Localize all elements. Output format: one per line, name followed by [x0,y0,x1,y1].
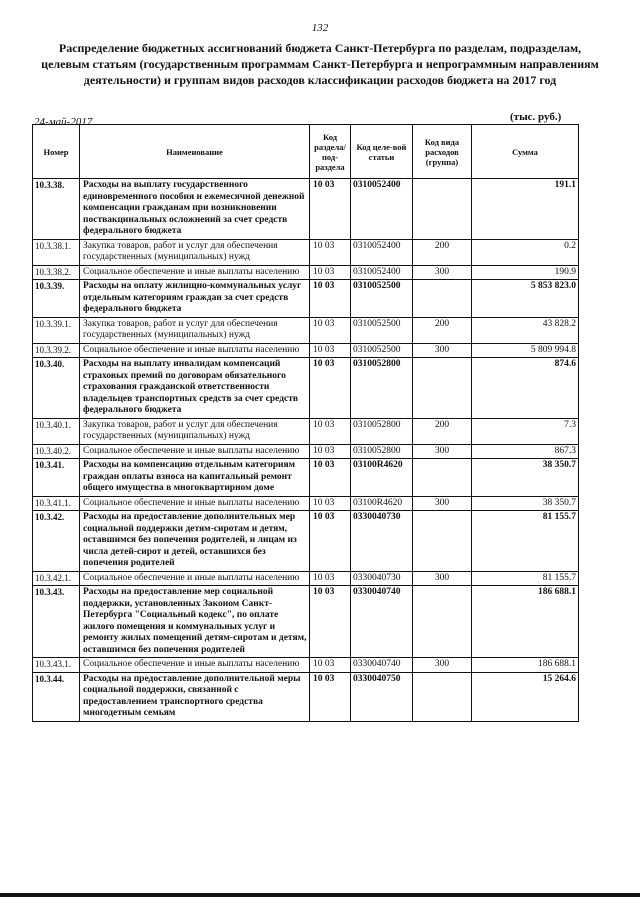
table-row [33,459,579,497]
row-number: 10.3.39.2. [33,343,80,358]
row-target-code: 0310052800 [351,358,413,419]
row-target-code: 0330040730 [351,571,413,586]
row-name: Закупка товаров, работ и услуг для обеспечения государственных (муниципальных) нужд [80,239,310,265]
row-target-code: 0310052800 [351,444,413,459]
row-sum: 190.9 [472,265,579,280]
row-name: Социальное обеспечение и иные выплаты населению [80,343,310,358]
row-number: 10.3.42.1. [33,571,80,586]
row-target-code: 0330040740 [351,586,413,658]
row-name: Социальное обеспечение и иные выплаты населению [80,444,310,459]
row-expense-type: 300 [413,571,472,586]
row-section-code: 10 03 [310,444,351,459]
row-expense-type [413,672,472,721]
row-section-code: 10 03 [310,343,351,358]
page-number: 132 [311,22,329,34]
row-target-code: 0310052400 [351,265,413,280]
table-row [33,239,579,265]
column-header-target-code: Код целе-вой статьи [351,125,413,179]
table-row [33,658,579,673]
row-section-code: 10 03 [310,317,351,343]
row-target-code: 0310052400 [351,179,413,240]
row-sum: 191.1 [472,179,579,240]
row-sum: 874.6 [472,358,579,419]
row-name: Закупка товаров, работ и услуг для обеспечения государственных (муниципальных) нужд [80,418,310,444]
row-target-code: 0330040750 [351,672,413,721]
row-expense-type: 300 [413,444,472,459]
row-name: Расходы на оплату жилищно-коммунальных услуг отдельным категориям граждан за счет средств федерального бюджета [80,280,310,318]
row-section-code: 10 03 [310,658,351,673]
row-expense-type [413,459,472,497]
column-header-section-code: Код раздела/ под-раздела [310,125,351,179]
table-row [33,265,579,280]
row-sum: 81 155.7 [472,511,579,572]
document-title: Распределение бюджетных ассигнований бюджета Санкт-Петербурга по разделам, подразделам, целевым статьям (государственным программам Санкт-Петербурга и непрограммным направлениям деятельности) и группам видов расходов классификации расходов бюджета на 2017 год [41,41,599,87]
row-sum: 38 350.7 [472,459,579,497]
row-sum: 15 264.6 [472,672,579,721]
row-section-code: 10 03 [310,511,351,572]
column-header-expense-type: Код вида расходов (группа) [413,125,472,179]
table-row [33,317,579,343]
row-section-code: 10 03 [310,586,351,658]
table-row [33,418,579,444]
row-sum: 186 688.1 [472,586,579,658]
row-section-code: 10 03 [310,280,351,318]
table-row [33,358,579,419]
budget-table [32,124,579,722]
row-number: 10.3.39. [33,280,80,318]
row-number: 10.3.40.1. [33,418,80,444]
row-target-code: 0330040740 [351,658,413,673]
row-expense-type: 300 [413,343,472,358]
row-sum: 0.2 [472,239,579,265]
row-target-code: 0310052500 [351,280,413,318]
row-name: Социальное обеспечение и иные выплаты населению [80,658,310,673]
row-expense-type: 300 [413,265,472,280]
units-label: (тыс. руб.) [510,111,562,123]
row-name: Расходы на компенсацию отдельным категориям граждан оплаты взноса на капитальный ремонт общего имущества в многоквартирном доме [80,459,310,497]
row-target-code: 0310052500 [351,343,413,358]
row-name: Социальное обеспечение и иные выплаты населению [80,571,310,586]
table-row [33,672,579,721]
row-expense-type: 300 [413,658,472,673]
row-number: 10.3.39.1. [33,317,80,343]
row-name: Расходы на выплату государственного единовременного пособия и ежемесячной денежной компенсации гражданам при возникновении поствакцинальных осложнений за счет средств федерального бюджета [80,179,310,240]
row-name: Расходы на выплату инвалидам компенсаций страховых премий по договорам обязательного страхования гражданской ответственности владельцев транспортных средств за счет средств федерального бюджета [80,358,310,419]
table-row [33,586,579,658]
row-number: 10.3.40.2. [33,444,80,459]
table-row [33,343,579,358]
row-number: 10.3.41. [33,459,80,497]
column-header-number: Номер [33,125,80,179]
row-number: 10.3.43.1. [33,658,80,673]
row-section-code: 10 03 [310,239,351,265]
row-name: Социальное обеспечение и иные выплаты населению [80,496,310,511]
row-target-code: 0310052800 [351,418,413,444]
row-target-code: 03100R4620 [351,459,413,497]
table-row [33,571,579,586]
table-body [33,179,579,722]
row-sum: 7.3 [472,418,579,444]
table-header-row [33,125,579,179]
row-section-code: 10 03 [310,265,351,280]
row-sum: 38 350.7 [472,496,579,511]
row-sum: 186 688.1 [472,658,579,673]
row-number: 10.3.44. [33,672,80,721]
row-section-code: 10 03 [310,672,351,721]
row-section-code: 10 03 [310,496,351,511]
row-section-code: 10 03 [310,418,351,444]
column-header-name: Наименование [80,125,310,179]
row-name: Расходы на предоставление мер социальной поддержки, установленных Законом Санкт-Петербурга "Социальный кодекс", по оплате жилого помещения и коммунальных услуг и ремонту жилых помещений детям-сиротам и детям, оставшимся без попечения родителей [80,586,310,658]
column-header-sum: Сумма [472,125,579,179]
row-expense-type [413,280,472,318]
row-name: Расходы на предоставление дополнительной меры социальной поддержки, связанной с предоставлением транспортного средства многодетным семьям [80,672,310,721]
row-section-code: 10 03 [310,571,351,586]
row-sum: 81 155.7 [472,571,579,586]
row-section-code: 10 03 [310,459,351,497]
bottom-border-line [0,893,640,897]
row-number: 10.3.40. [33,358,80,419]
row-expense-type [413,358,472,419]
row-expense-type [413,586,472,658]
row-target-code: 0310052500 [351,317,413,343]
row-expense-type: 200 [413,239,472,265]
table-row [33,496,579,511]
row-number: 10.3.41.1. [33,496,80,511]
row-name: Расходы на предоставление дополнительных мер социальной поддержки детям-сиротам и детям, оставшимся без попечения родителей, и лицам из числа детей-сирот и детей, оставшихся без попечения родителей [80,511,310,572]
table-row [33,179,579,240]
row-section-code: 10 03 [310,358,351,419]
row-expense-type: 200 [413,418,472,444]
row-number: 10.3.38.2. [33,265,80,280]
row-number: 10.3.38. [33,179,80,240]
row-name: Социальное обеспечение и иные выплаты населению [80,265,310,280]
row-name: Закупка товаров, работ и услуг для обеспечения государственных (муниципальных) нужд [80,317,310,343]
row-expense-type [413,511,472,572]
row-number: 10.3.38.1. [33,239,80,265]
row-expense-type: 200 [413,317,472,343]
table-row [33,444,579,459]
row-sum: 43 828.2 [472,317,579,343]
row-expense-type [413,179,472,240]
row-target-code: 0310052400 [351,239,413,265]
row-sum: 867.3 [472,444,579,459]
row-sum: 5 853 823.0 [472,280,579,318]
row-section-code: 10 03 [310,179,351,240]
document-date: 24-май-2017 [34,116,93,128]
table-row [33,280,579,318]
budget-table-container [32,124,578,722]
row-expense-type: 300 [413,496,472,511]
table-row [33,511,579,572]
row-number: 10.3.43. [33,586,80,658]
row-target-code: 03100R4620 [351,496,413,511]
row-target-code: 0330040730 [351,511,413,572]
row-number: 10.3.42. [33,511,80,572]
row-sum: 5 809 994.8 [472,343,579,358]
